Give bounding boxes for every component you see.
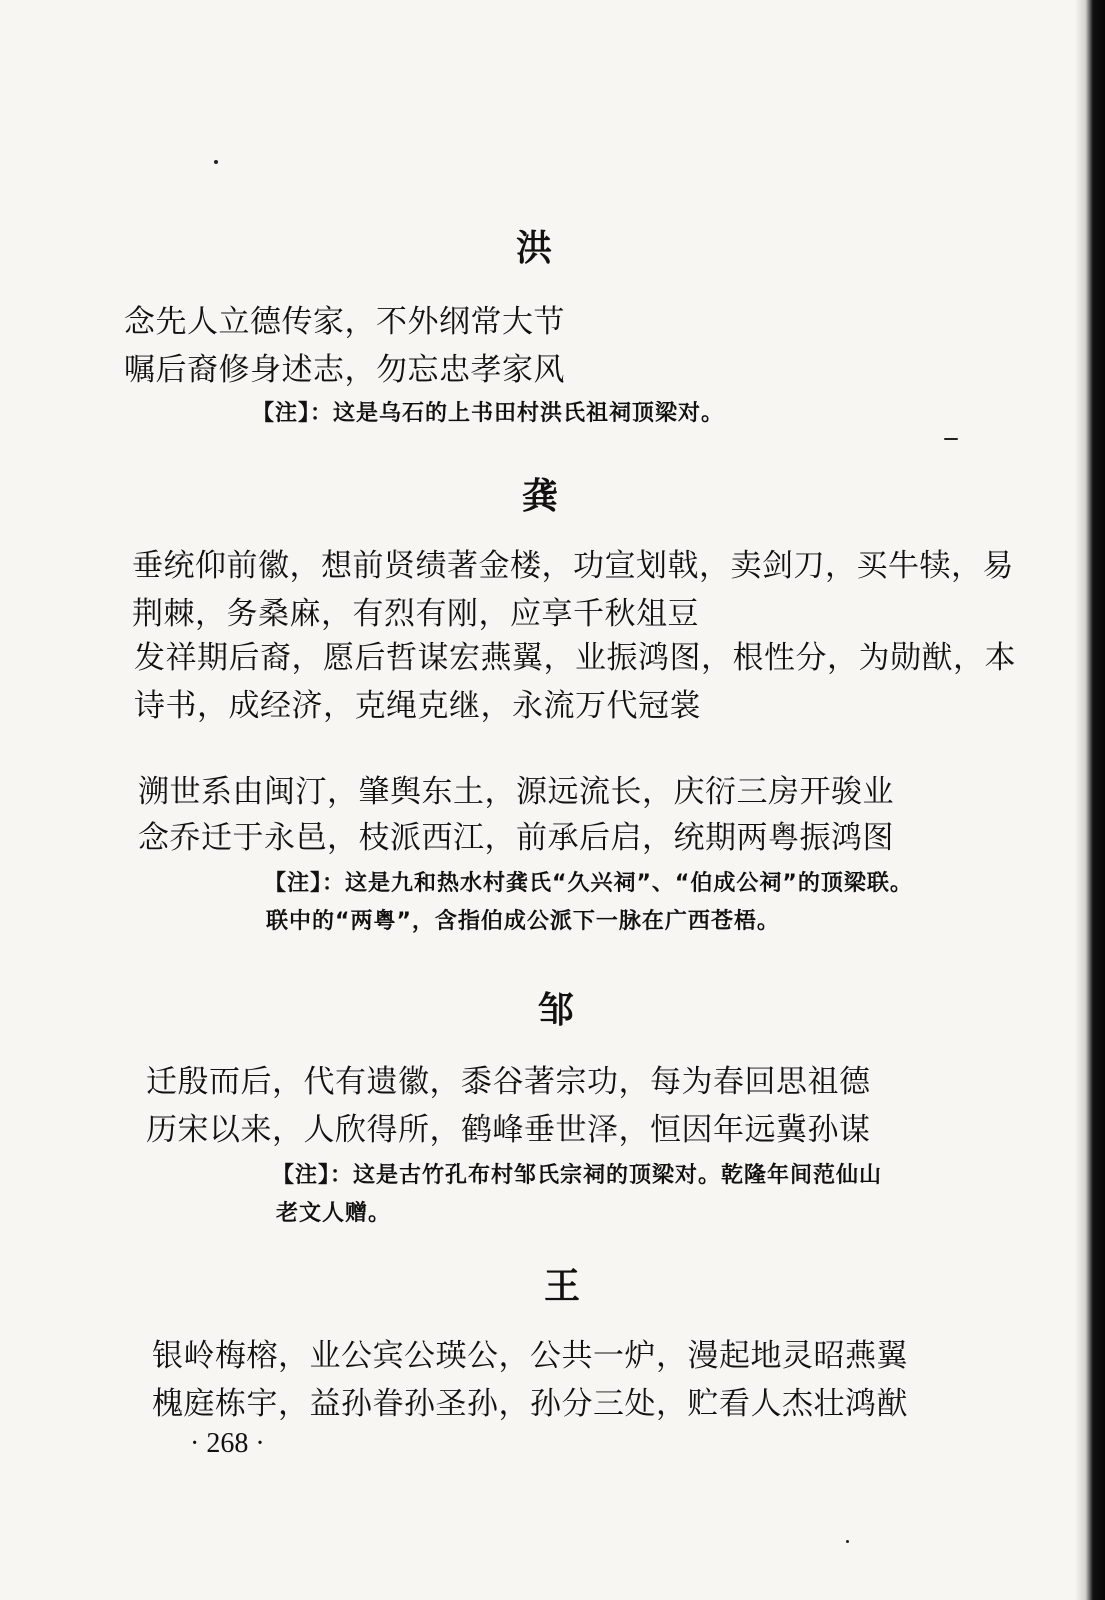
couplet-line: 嘱后裔修身述志，勿忘忠孝家风 [124, 352, 565, 388]
couplet-line: 念乔迁于永邑，枝派西江，前承后启，统期两粤振鸿图 [138, 820, 894, 856]
couplet-line: 银岭梅榕，业公宾公瑛公，公共一炉，漫起地灵昭燕翼 [152, 1338, 908, 1374]
scan-page-edge [1075, 0, 1105, 1600]
couplet-line: 溯世系由闽汀，肇舆东土，源远流长，庆衍三房开骏业 [138, 774, 894, 810]
page-number: · 268 · [190, 1428, 265, 1459]
section-heading-wang: 王 [544, 1266, 583, 1307]
couplet-line: 垂统仰前徽，想前贤绩著金楼，功宣划戟，卖剑刀，买牛犊，易 [132, 548, 1014, 584]
annotation-note: 【注】：这是九和热水村龚氏“久兴祠”、“伯成公祠”的顶梁联。 [264, 871, 913, 896]
scan-speck [944, 438, 958, 440]
section-heading-zou: 邹 [538, 990, 577, 1031]
couplet-line: 槐庭栋宇，益孙眷孙圣孙，孙分三处，贮看人杰壮鸿猷 [152, 1386, 908, 1422]
section-heading-hong: 洪 [516, 228, 555, 269]
couplet-line: 荆棘，务桑麻，有烈有刚，应享千秋俎豆 [132, 596, 699, 632]
annotation-note: 老文人赠。 [276, 1201, 392, 1226]
scan-speck [214, 160, 218, 164]
section-heading-gong: 龚 [522, 476, 561, 517]
scan-speck [846, 1540, 849, 1543]
annotation-note: 【注】：这是古竹孔布村邹氏宗祠的顶梁对。乾隆年间范仙山 [272, 1163, 883, 1188]
couplet-line: 诗书，成经济，克绳克继，永流万代冠裳 [134, 688, 701, 724]
couplet-line: 念先人立德传家，不外纲常大节 [124, 304, 565, 340]
couplet-line: 发祥期后裔，愿后哲谋宏燕翼，业振鸿图，根性分，为勋猷，本 [134, 640, 1016, 676]
annotation-note: 联中的“两粤”，含指伯成公派下一脉在广西苍梧。 [266, 909, 780, 934]
annotation-note: 【注】：这是乌石的上书田村洪氏祖祠顶梁对。 [252, 401, 725, 426]
couplet-line: 迁殷而后，代有遗徽，黍谷著宗功，每为春回思祖德 [146, 1064, 871, 1100]
couplet-line: 历宋以来，人欣得所，鹤峰垂世泽，恒因年远冀孙谋 [146, 1112, 871, 1148]
